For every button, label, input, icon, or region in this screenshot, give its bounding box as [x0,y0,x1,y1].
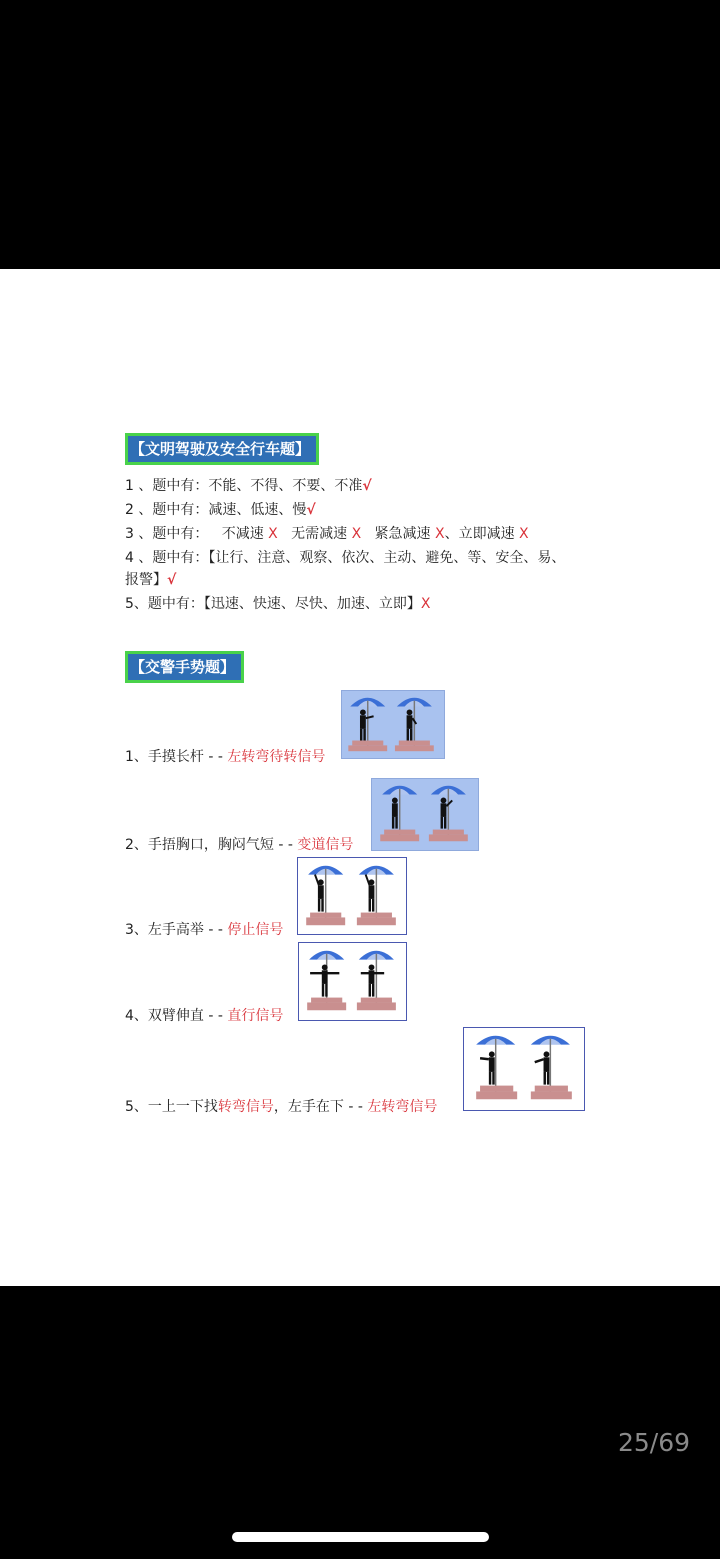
gesture-label: 5、一上一下找 [125,1099,218,1115]
gesture-label: 3、左手高举 - - [125,922,228,938]
police-umbrella-icon [372,779,478,850]
rule-item-1 [125,476,372,496]
gesture-label: 4、双臂伸直 - - [125,1008,228,1024]
gesture-item-2 [125,835,353,855]
rule-item-text: 4 、题中有：【让行、注意、观察、依次、主动、避免、等、安全、易、 [125,550,566,566]
traffic-police-gesture-image [298,942,407,1021]
rule-item-text: 报警】 [125,572,167,588]
rule-item-text: 紧急减速 [361,526,435,542]
section-heading-traffic-police-gestures: 【交警手势题】 [125,651,244,683]
police-umbrella-icon [342,691,444,758]
gesture-item-5 [125,1097,437,1117]
rule-item-text: 5、题中有：【迅速、快速、尽快、加速、立即】 [125,596,421,612]
rule-item-5 [125,594,431,614]
gesture-answer: 变道信号 [297,837,354,853]
cross-mark: X [351,526,362,542]
rule-item-text: 、立即减速 [444,526,520,542]
gesture-item-1 [125,747,325,767]
gesture-item-4 [125,1006,283,1026]
cross-mark: X [519,526,529,542]
page-counter: 25/69 [617,1428,690,1457]
rule-item-4-cont [125,570,176,590]
gesture-answer: 左转弯待转信号 [227,749,326,765]
police-umbrella-icon [299,943,406,1020]
gesture-label: 1、手摸长杆 - - [125,749,228,765]
traffic-police-gesture-image [341,690,445,759]
home-indicator[interactable] [232,1532,489,1542]
gesture-label: 2、手捂胸口，胸闷气短 - - [125,837,298,853]
section-heading-civilized-driving: 【文明驾驶及安全行车题】 [125,433,319,465]
rule-item-text: 无需减速 [277,526,352,542]
traffic-police-gesture-image [463,1027,585,1111]
gesture-answer-mid: 转弯信号 [217,1099,274,1115]
police-umbrella-icon [298,858,406,934]
rule-item-text: 1 、题中有：不能、不得、不要、不准 [125,478,363,494]
traffic-police-gesture-image [371,778,479,851]
gesture-answer: 停止信号 [227,922,284,938]
cross-mark: X [420,596,431,612]
check-mark: √ [167,572,177,588]
gesture-answer: 直行信号 [227,1008,284,1024]
rule-item-2 [125,500,316,520]
document-page [0,269,720,1286]
check-mark: √ [306,502,316,518]
rule-item-text: 3 、题中有： 不减速 [125,526,269,542]
police-umbrella-icon [464,1028,584,1110]
traffic-police-gesture-image [297,857,407,935]
rule-item-text: 2 、题中有：减速、低速、慢 [125,502,307,518]
cross-mark: X [268,526,278,542]
gesture-item-3 [125,920,283,940]
gesture-answer: 左转弯信号 [367,1099,438,1115]
cross-mark: X [434,526,445,542]
rule-item-4 [125,548,565,568]
check-mark: √ [362,478,372,494]
rule-item-3 [125,524,529,544]
gesture-label: ，左手在下 - - [273,1099,368,1115]
